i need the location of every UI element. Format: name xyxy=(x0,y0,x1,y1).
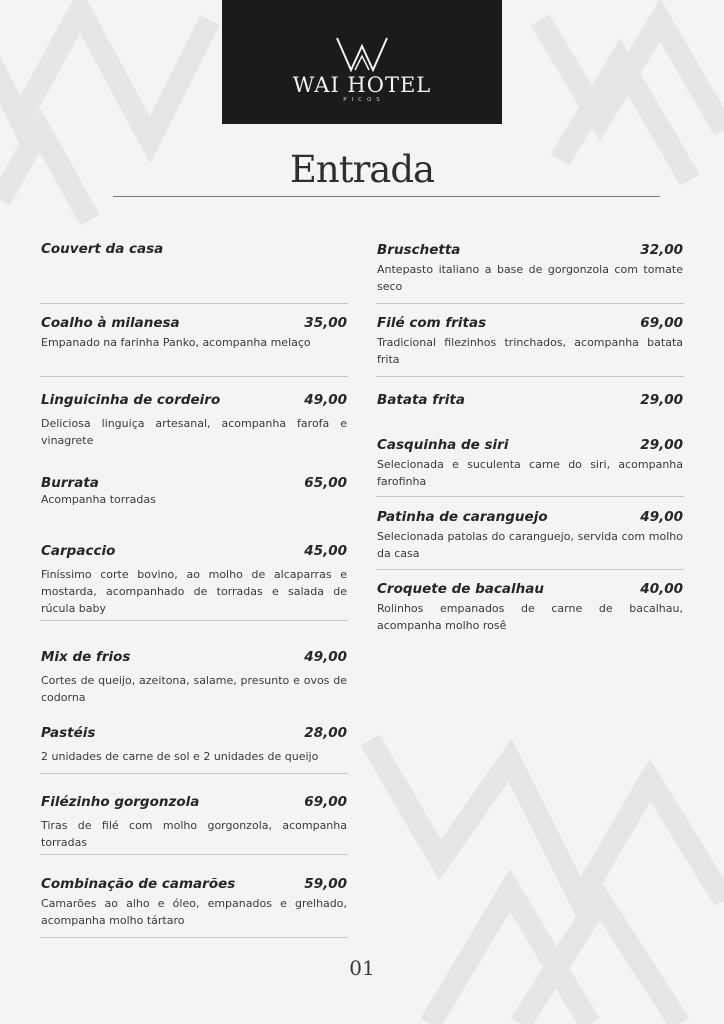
divider xyxy=(376,303,684,304)
item-name: Pastéis xyxy=(41,725,96,741)
divider xyxy=(40,376,348,377)
item-price: 69,00 xyxy=(304,794,347,810)
brand-location: PICOS xyxy=(343,97,385,103)
item-price: 29,00 xyxy=(640,392,683,408)
item-description: Selecionada patolas do caranguejo, servida com molho da casa xyxy=(377,530,683,560)
item-description: Antepasto italiano a base de gorgonzola com tomate seco xyxy=(377,263,683,293)
item-price: 32,00 xyxy=(640,242,683,258)
item-name: Filé com fritas xyxy=(377,315,487,331)
page-title: Entrada xyxy=(289,148,435,191)
item-description: Cortes de queijo, azeitona, salame, presunto e ovos de codorna xyxy=(41,674,347,704)
divider xyxy=(40,303,348,304)
item-price: 40,00 xyxy=(640,581,683,597)
item-description: 2 unidades de carne de sol e 2 unidades de queijo xyxy=(41,750,319,763)
item-name: Casquinha de siri xyxy=(377,437,509,453)
divider xyxy=(40,620,348,621)
item-description: Empanado na farinha Panko, acompanha melaço xyxy=(41,336,311,349)
item-description: Tiras de filé com molho gorgonzola, acompanha torradas xyxy=(41,819,347,849)
item-name: Mix de frios xyxy=(41,649,131,665)
divider xyxy=(376,569,684,570)
menu-item xyxy=(377,581,683,634)
item-description: Camarões ao alho e óleo, empanados e grelhado, acompanha molho tártaro xyxy=(41,897,347,927)
menu-item xyxy=(41,649,347,706)
menu-item xyxy=(377,437,683,490)
menu-item xyxy=(41,315,347,351)
divider xyxy=(376,496,684,497)
item-description: Rolinhos empanados de carne de bacalhau, acompanha molho rosê xyxy=(377,602,683,632)
item-name: Carpaccio xyxy=(41,543,116,559)
logo-w-icon xyxy=(335,36,389,72)
menu-item xyxy=(41,392,347,449)
menu-item xyxy=(41,543,347,617)
item-description: Acompanha torradas xyxy=(41,493,156,506)
item-price: 59,00 xyxy=(304,876,347,892)
item-name: Coalho à milanesa xyxy=(41,315,180,331)
divider xyxy=(40,937,348,938)
menu-item xyxy=(41,794,347,851)
item-description: Selecionada e suculenta carne do siri, acompanha farofinha xyxy=(377,458,683,488)
item-price: 45,00 xyxy=(304,543,347,559)
item-description: Tradicional filezinhos trinchados, acompanha batata frita xyxy=(377,336,683,366)
item-name: Burrata xyxy=(41,475,99,491)
menu-item xyxy=(377,242,683,295)
item-price: 28,00 xyxy=(304,725,347,741)
menu-item xyxy=(41,475,347,508)
menu-item xyxy=(41,876,347,929)
item-price: 69,00 xyxy=(640,315,683,331)
hotel-logo xyxy=(222,0,502,124)
item-price: 65,00 xyxy=(304,475,347,491)
menu-item xyxy=(377,392,683,408)
divider xyxy=(376,376,684,377)
item-price: 35,00 xyxy=(304,315,347,331)
menu-item xyxy=(41,241,347,257)
brand-name: WAI HOTEL xyxy=(292,73,432,97)
item-name: Croquete de bacalhau xyxy=(377,581,544,597)
item-name: Batata frita xyxy=(377,392,465,408)
title-divider xyxy=(113,196,660,197)
item-name: Couvert da casa xyxy=(41,241,164,257)
item-price: 29,00 xyxy=(640,437,683,453)
item-name: Filézinho gorgonzola xyxy=(41,794,200,810)
item-description: Finíssimo corte bovino, ao molho de alcaparras e mostarda, acompanhado de torradas e salada de rúcula baby xyxy=(41,568,347,615)
item-price: 49,00 xyxy=(640,509,683,525)
item-name: Bruschetta xyxy=(377,242,461,258)
divider xyxy=(40,773,348,774)
page-number: 01 xyxy=(349,956,375,980)
item-name: Combinação de camarões xyxy=(41,876,236,892)
divider xyxy=(40,854,348,855)
item-name: Linguicinha de cordeiro xyxy=(41,392,221,408)
item-description: Deliciosa linguiça artesanal, acompanha farofa e vinagrete xyxy=(41,417,347,447)
item-name: Patinha de caranguejo xyxy=(377,509,548,525)
item-price: 49,00 xyxy=(304,649,347,665)
menu-item xyxy=(41,725,347,765)
menu-item xyxy=(377,315,683,368)
menu-item xyxy=(377,509,683,562)
item-price: 49,00 xyxy=(304,392,347,408)
